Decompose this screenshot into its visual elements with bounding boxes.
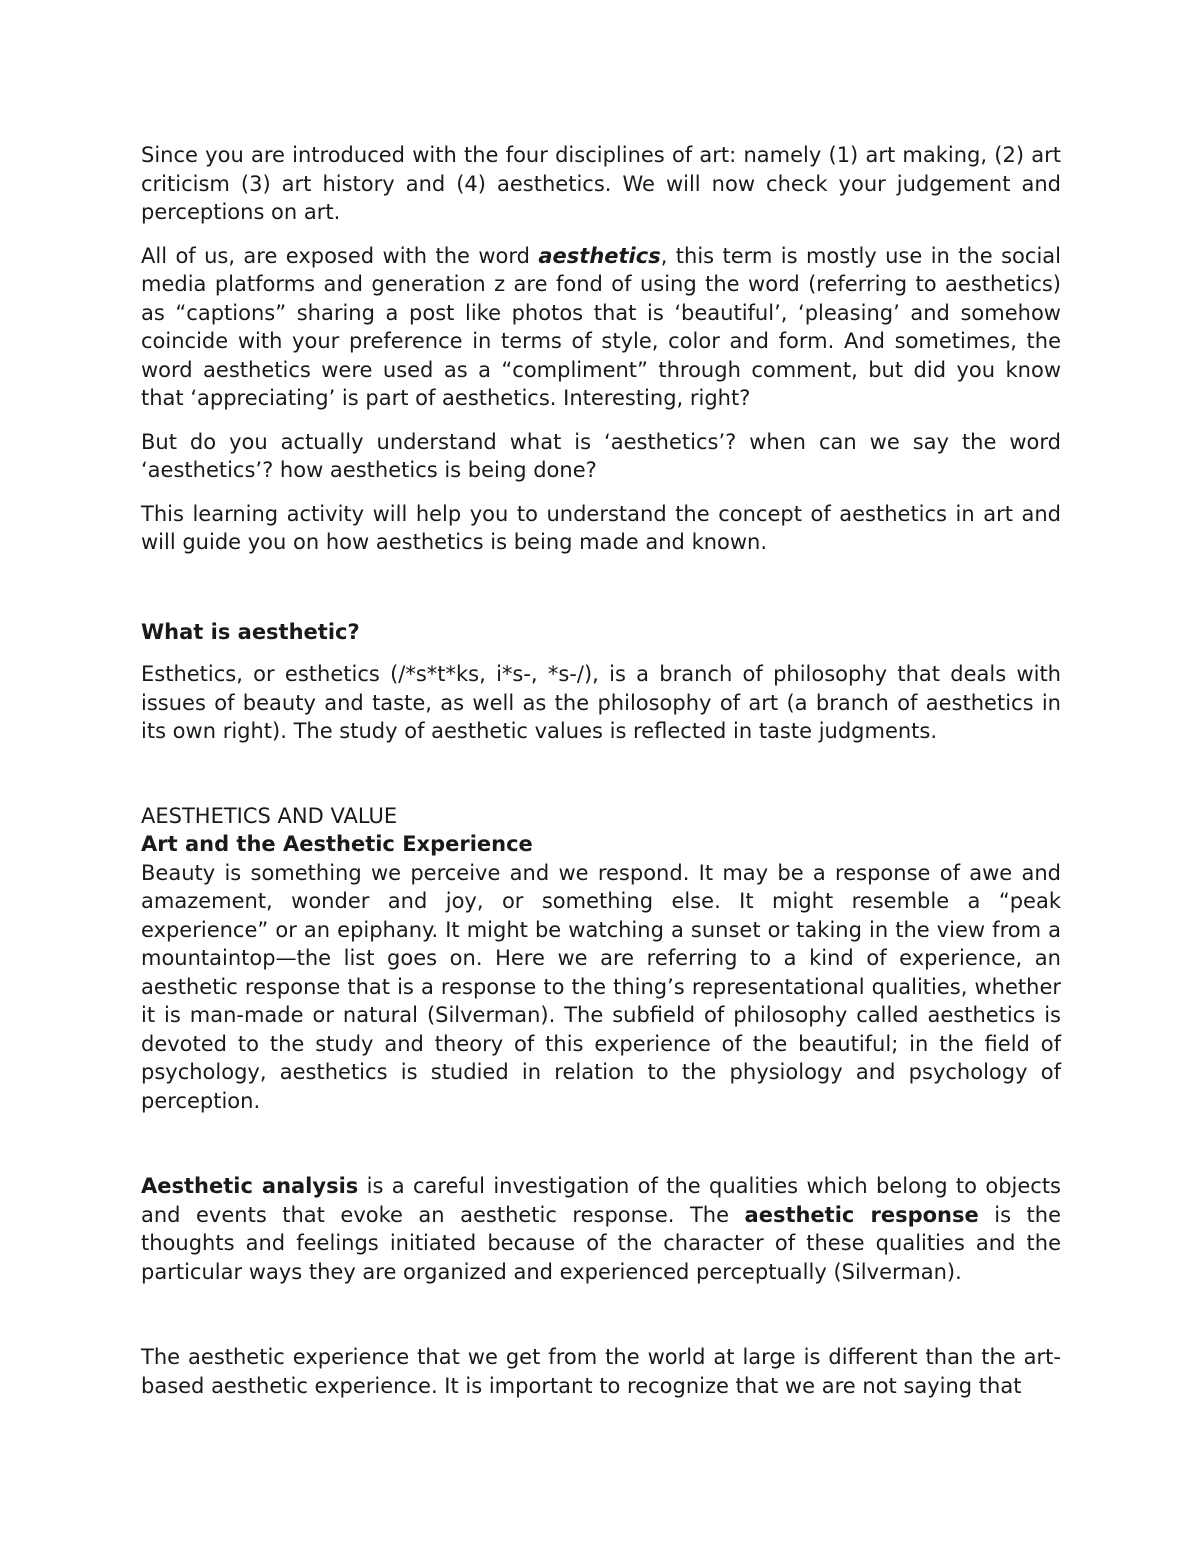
beauty-paragraph: Beauty is something we perceive and we respond. It may be a response of awe and amazement, wonder and joy, or something else. It might resemble a “peak experience” or an epiphany. It might be watching a sunset or taking in the view from a mountaintop—the list goes on. Here we are referring to a kind of experience, an aesthetic response that is a response to the thing’s representational qualities, whether it is man-made or natural (Silverman). The subfield of philosophy called aesthetics is devoted to the study and theory of this experience of the beautiful; in the field of psychology, aesthetics is studied in relation to the physiology and psychology of perception. bbox=[141, 860, 1061, 1113]
intro-paragraph: Since you are introduced with the four disciplines of art: namely (1) art making, (2) art criticism (3) art history and (4) aesthetics. We will now check your judgement and perceptions on art. bbox=[141, 143, 1061, 224]
aesthetic-analysis-term: Aesthetic analysis bbox=[141, 1174, 359, 1198]
aesthetics-paragraph-start: All of us, are exposed with the word bbox=[141, 243, 539, 268]
purpose-paragraph: This learning activity will help you to understand the concept of aesthetics in art and will guide you on how aesthetics is being made and known. bbox=[141, 501, 1061, 554]
aesthetic-analysis-paragraph bbox=[141, 1172, 1061, 1286]
aesthetics-paragraph bbox=[141, 242, 1061, 413]
aesthetics-paragraph-rest: , this term is mostly use in the social media platforms and generation z are fond of using the word (referring to aesthetics) as “captions” sharing a post like photos that is ‘beautiful’, ‘pleasing’ and somehow coincide with your preference in terms of style, color and form. And sometimes, the word aesthetics were used as a “compliment” through comment, but did you know that ‘appreciating’ is part of aesthetics. Interesting, right? bbox=[141, 243, 1061, 410]
aesthetic-experience-subheading: Art and the Aesthetic Experience bbox=[141, 832, 533, 856]
aesthetic-experience-paragraph: The aesthetic experience that we get from the world at large is different than the art-based aesthetic experience. It is important to recognize that we are not saying that bbox=[141, 1345, 1061, 1398]
aesthetic-response-term: aesthetic response bbox=[744, 1202, 979, 1227]
question-paragraph: But do you actually understand what is ‘aesthetics’? when can we say the word ‘aesthetics’? how aesthetics is being done? bbox=[141, 429, 1061, 482]
definition-paragraph: Esthetics, or esthetics (/*s*t*ks, i*s-, *s-/), is a branch of philosophy that deals with issues of beauty and taste, as well as the philosophy of art (a branch of aesthetics in its own right). The study of aesthetic values is reflected in taste judgments. bbox=[141, 662, 1061, 743]
what-is-aesthetic-heading: What is aesthetic? bbox=[141, 619, 360, 644]
aesthetics-and-value-heading: AESTHETICS AND VALUE bbox=[141, 803, 398, 828]
document-body bbox=[141, 141, 1061, 1400]
aesthetic-analysis-text: is a careful investigation of the qualities which belong to objects and events that evoke an aesthetic response. The bbox=[141, 1174, 1061, 1227]
aesthetics-emphasis: aesthetics bbox=[538, 243, 661, 268]
aesthetic-response-text: is the thoughts and feelings initiated because of the character of these qualities and the particular ways they are organized and experienced perceptually (Silverman). bbox=[141, 1202, 1061, 1284]
